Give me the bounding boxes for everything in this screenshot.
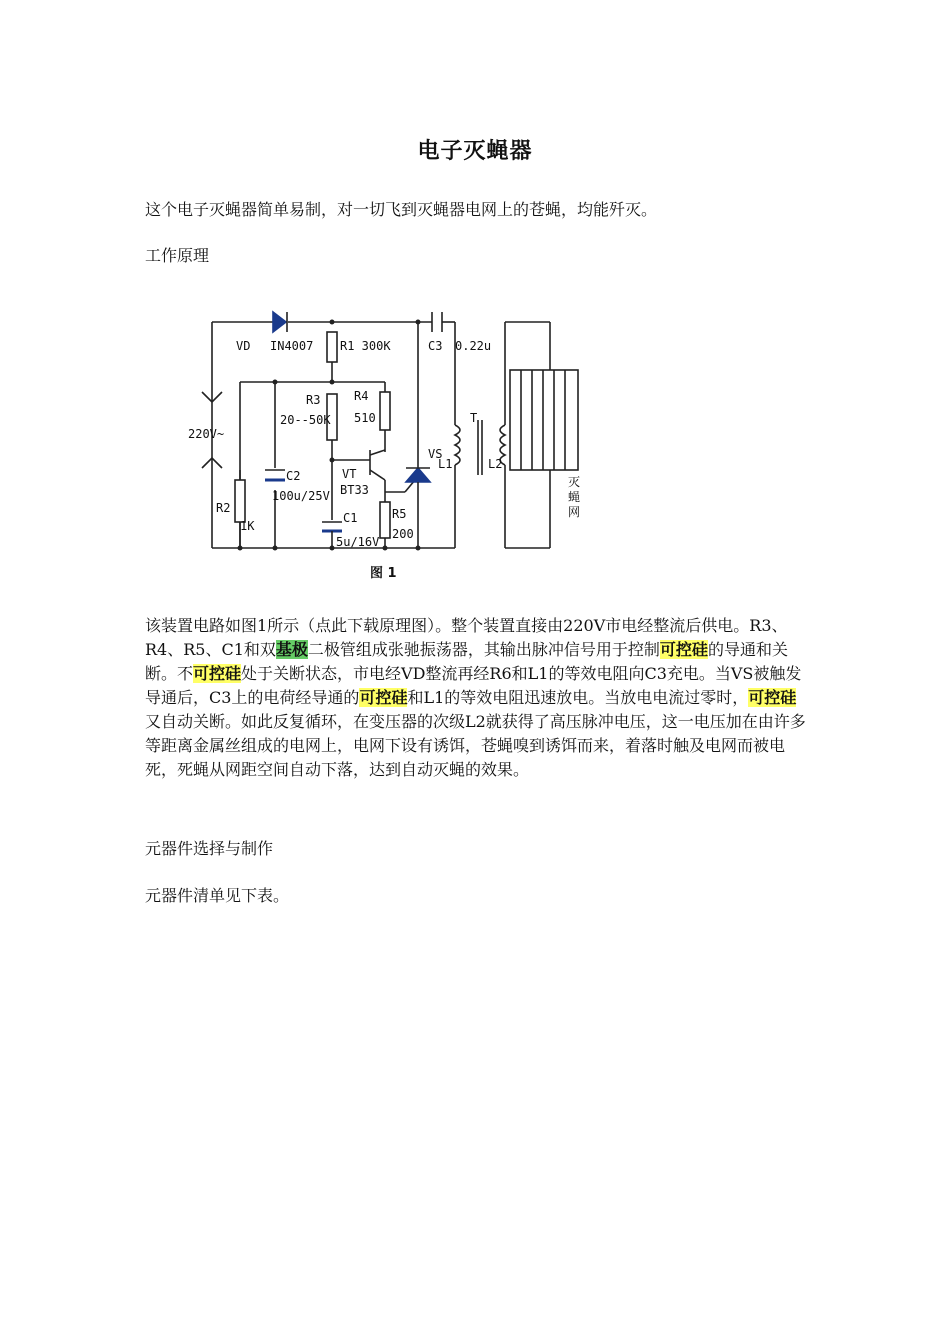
document-title: 电子灭蝇器 — [417, 139, 533, 164]
label-r5: R5 — [392, 507, 407, 521]
label-r4-value: 510 — [354, 411, 376, 425]
body-text-segment: 又自动关断。如此反复循环，在变压器的次级L2就获得了高压脉冲电压，这一电压加在由许多等距离金属丝组成的电网上，电网下设有诱饵，苍蝇嗅到诱饵而来，着落时触及电网而被电死，死蝇从网距空间自动下落，达到自动灭蝇的效果。 — [145, 712, 806, 779]
highlighted-term: 可控硅 — [193, 664, 242, 683]
label-c2-value: 100u/25V — [272, 489, 330, 503]
label-r2: R2 — [216, 501, 231, 515]
label-net-3: 网 — [568, 505, 581, 519]
label-c1: C1 — [343, 511, 358, 525]
label-r4: R4 — [354, 389, 369, 403]
label-net-2: 蝇 — [568, 490, 581, 504]
label-vt: VT — [342, 467, 357, 481]
label-vt-part: BT33 — [340, 483, 369, 497]
label-net-1: 灭 — [568, 475, 581, 489]
label-vs: VS — [428, 447, 443, 461]
label-220v: 220V~ — [188, 427, 225, 441]
label-l2: L2 — [488, 457, 503, 471]
body-text-segment: 二极管组成张驰振荡器，其输出脉冲信号用于控制 — [307, 640, 660, 659]
body-text-segment: 的导通和关断。不 — [145, 640, 788, 683]
label-vd: VD — [236, 339, 251, 353]
label-c3-value: 0.22u — [455, 339, 492, 353]
label-l1: L1 — [438, 457, 453, 471]
circuit-diagram-figure — [180, 300, 595, 585]
intro-paragraph: 这个电子灭蝇器简单易制，对一切飞到灭蝇器电网上的苍蝇，均能歼灭。 — [145, 200, 658, 219]
label-c3: C3 — [428, 339, 443, 353]
label-r3-value: 20--50K — [280, 413, 331, 427]
component-list-note: 元器件清单见下表。 — [145, 886, 290, 905]
label-r3: R3 — [306, 393, 321, 407]
section-heading-principle: 工作原理 — [145, 246, 210, 265]
label-t: T — [470, 411, 478, 425]
body-paragraph — [145, 614, 810, 782]
label-r1: R1 300K — [340, 339, 391, 353]
section-heading-components: 元器件选择与制作 — [145, 839, 274, 858]
body-text-segment: 和L1的等效电阻迅速放电。当放电电流过零时， — [407, 688, 749, 707]
label-r5-value: 200 — [392, 527, 414, 541]
label-c2: C2 — [286, 469, 301, 483]
highlighted-term: 可控硅 — [748, 688, 797, 707]
highlighted-term: 可控硅 — [659, 640, 708, 659]
label-c1-value: 5u/16V — [336, 535, 380, 549]
figure-caption: 图 1 — [370, 566, 397, 581]
highlighted-term: 可控硅 — [359, 688, 408, 707]
body-text-segment: 处于关断状态，市电经VD整流再经R6和L1的等效电阻向C3充电。当VS被触发导通后，C3上的电荷经导通的 — [145, 664, 802, 707]
label-r2-value: 1K — [240, 519, 255, 533]
body-text-segment: 该装置电路如图1所示（点此下载原理图）。整个装置直接由220V市电经整流后供电。R3、R4、R5、C1和双 — [145, 616, 788, 659]
label-vd-part: IN4007 — [270, 339, 314, 353]
highlighted-term: 基极 — [275, 640, 308, 659]
